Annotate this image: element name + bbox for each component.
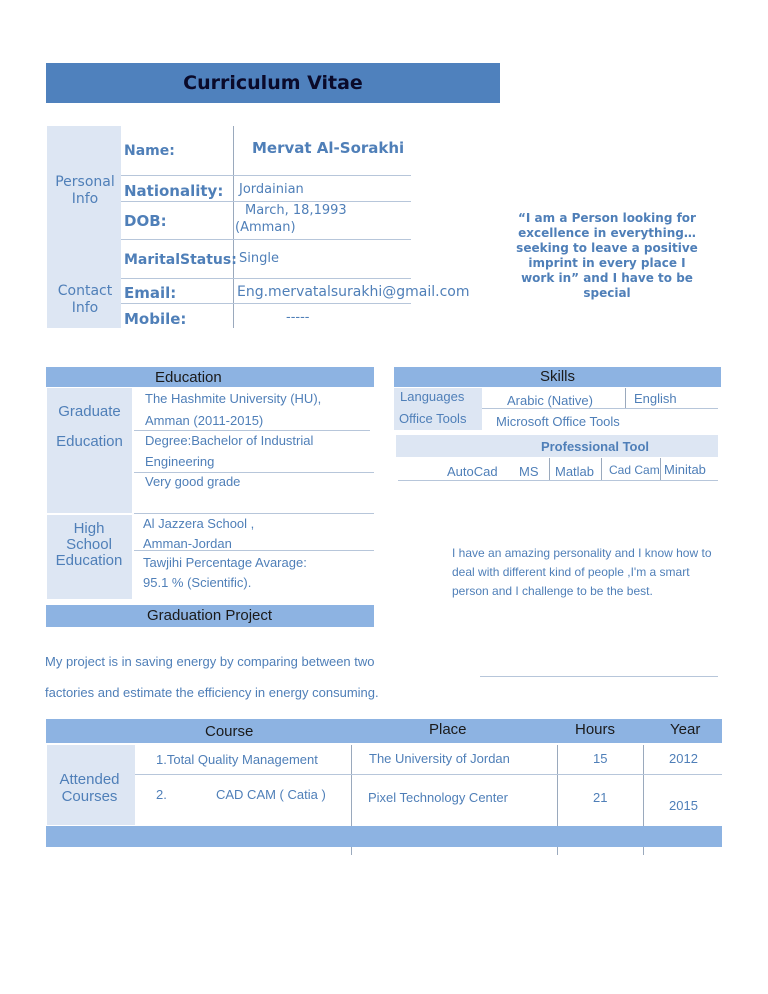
mobile-label: Mobile: [124, 310, 187, 328]
grad-degree: Degree:Bachelor of Industrial [145, 433, 314, 448]
row-line [482, 408, 718, 409]
name-value: Mervat Al-Sorakhi [252, 139, 405, 157]
row-line [121, 201, 411, 202]
grad-grade: Very good grade [145, 474, 241, 489]
tool-autocad: AutoCad [447, 464, 498, 479]
attended-courses-label: Attended Courses [59, 771, 120, 805]
tawjihi-label: Tawjihi Percentage Avarage: [143, 555, 307, 570]
graduate-label-2: Education [56, 433, 123, 450]
office-tools-label: Office Tools [399, 411, 467, 426]
row-line [134, 513, 374, 514]
project-text-1: My project is in saving energy by comparing between two [45, 654, 375, 669]
row-line [121, 239, 411, 240]
course-1-place: The University of Jordan [369, 751, 510, 766]
nationality-label: Nationality: [124, 182, 224, 200]
course-2-hours: 21 [593, 790, 608, 805]
tawjihi-value: 95.1 % (Scientific). [143, 575, 252, 590]
high-school-label: High School Education [55, 520, 123, 569]
marital-value: Single [239, 251, 279, 266]
grad-degree-2: Engineering [145, 454, 215, 469]
tool-divider [601, 458, 602, 480]
email-value[interactable]: Eng.mervatalsurakhi@gmail.com [237, 284, 470, 300]
dob-value: March, 18,1993 [245, 203, 347, 218]
course-2-year: 2015 [669, 798, 698, 813]
language-divider [625, 388, 626, 408]
course-2-name: CAD CAM ( Catia ) [216, 787, 326, 802]
marital-label: MaritalStatus: [124, 252, 237, 268]
grad-years: Amman (2011-2015) [145, 413, 264, 428]
row-line [134, 472, 374, 473]
dob-place: (Amman) [235, 220, 296, 235]
row-line [121, 303, 411, 304]
row-line [121, 175, 411, 176]
contact-info-label: Contact Info [57, 283, 113, 316]
project-header: Graduation Project [147, 607, 273, 624]
office-tools-value: Microsoft Office Tools [496, 414, 620, 429]
mobile-value: ----- [286, 310, 310, 325]
language-arabic: Arabic (Native) [507, 393, 593, 408]
course-column-header: Course [205, 723, 254, 740]
high-school-city: Amman-Jordan [143, 536, 232, 551]
project-text-2: factories and estimate the efficiency in energy consuming. [45, 685, 379, 700]
row-line [398, 480, 718, 481]
tool-matlab: Matlab [555, 464, 595, 479]
course-1-year: 2012 [669, 751, 698, 766]
course-1-name: 1.Total Quality Management [156, 752, 318, 767]
skills-header: Skills [540, 368, 576, 385]
row-line [135, 774, 722, 775]
personal-quote: “I am a Person looking for excellence in everything… seeking to leave a positive imprint in every place I work in” and I have to be special [516, 211, 698, 300]
place-column-header: Place [429, 721, 467, 738]
course-2-place: Pixel Technology Center [368, 790, 508, 805]
row-line [134, 430, 370, 431]
dob-label: DOB: [124, 212, 167, 230]
tool-divider [660, 458, 661, 480]
tool-ms: MS [519, 464, 539, 479]
courses-footer-bar [46, 826, 722, 847]
graduate-label: Graduate [58, 403, 121, 420]
personality-text: I have an amazing personality and I know how to deal with different kind of people ,I'm a smart person and I challenge to be the best. [452, 546, 712, 598]
language-english: English [634, 391, 677, 406]
tool-cad-cam: Cad Cam [609, 463, 660, 477]
personal-divider [233, 126, 234, 328]
grad-university: The Hashmite University (HU), [145, 391, 322, 406]
personal-info-label: Personal Info [55, 174, 115, 207]
courses-header-bar [46, 719, 722, 743]
row-line [480, 676, 718, 677]
languages-label: Languages [400, 389, 465, 404]
education-header: Education [155, 369, 222, 386]
course-1-hours: 15 [593, 751, 608, 766]
tool-minitab: Minitab [664, 462, 706, 477]
name-label: Name: [124, 143, 175, 159]
page-title: Curriculum Vitae [183, 72, 363, 94]
tool-divider [549, 458, 550, 480]
nationality-value: Jordainian [239, 182, 304, 197]
high-school-name: Al Jazzera School , [143, 516, 255, 531]
row-line [121, 278, 411, 279]
year-column-header: Year [670, 721, 701, 738]
email-label: Email: [124, 284, 177, 302]
hours-column-header: Hours [575, 721, 616, 738]
pro-tool-header: Professional Tool [540, 439, 650, 454]
course-2-number: 2. [156, 787, 167, 802]
